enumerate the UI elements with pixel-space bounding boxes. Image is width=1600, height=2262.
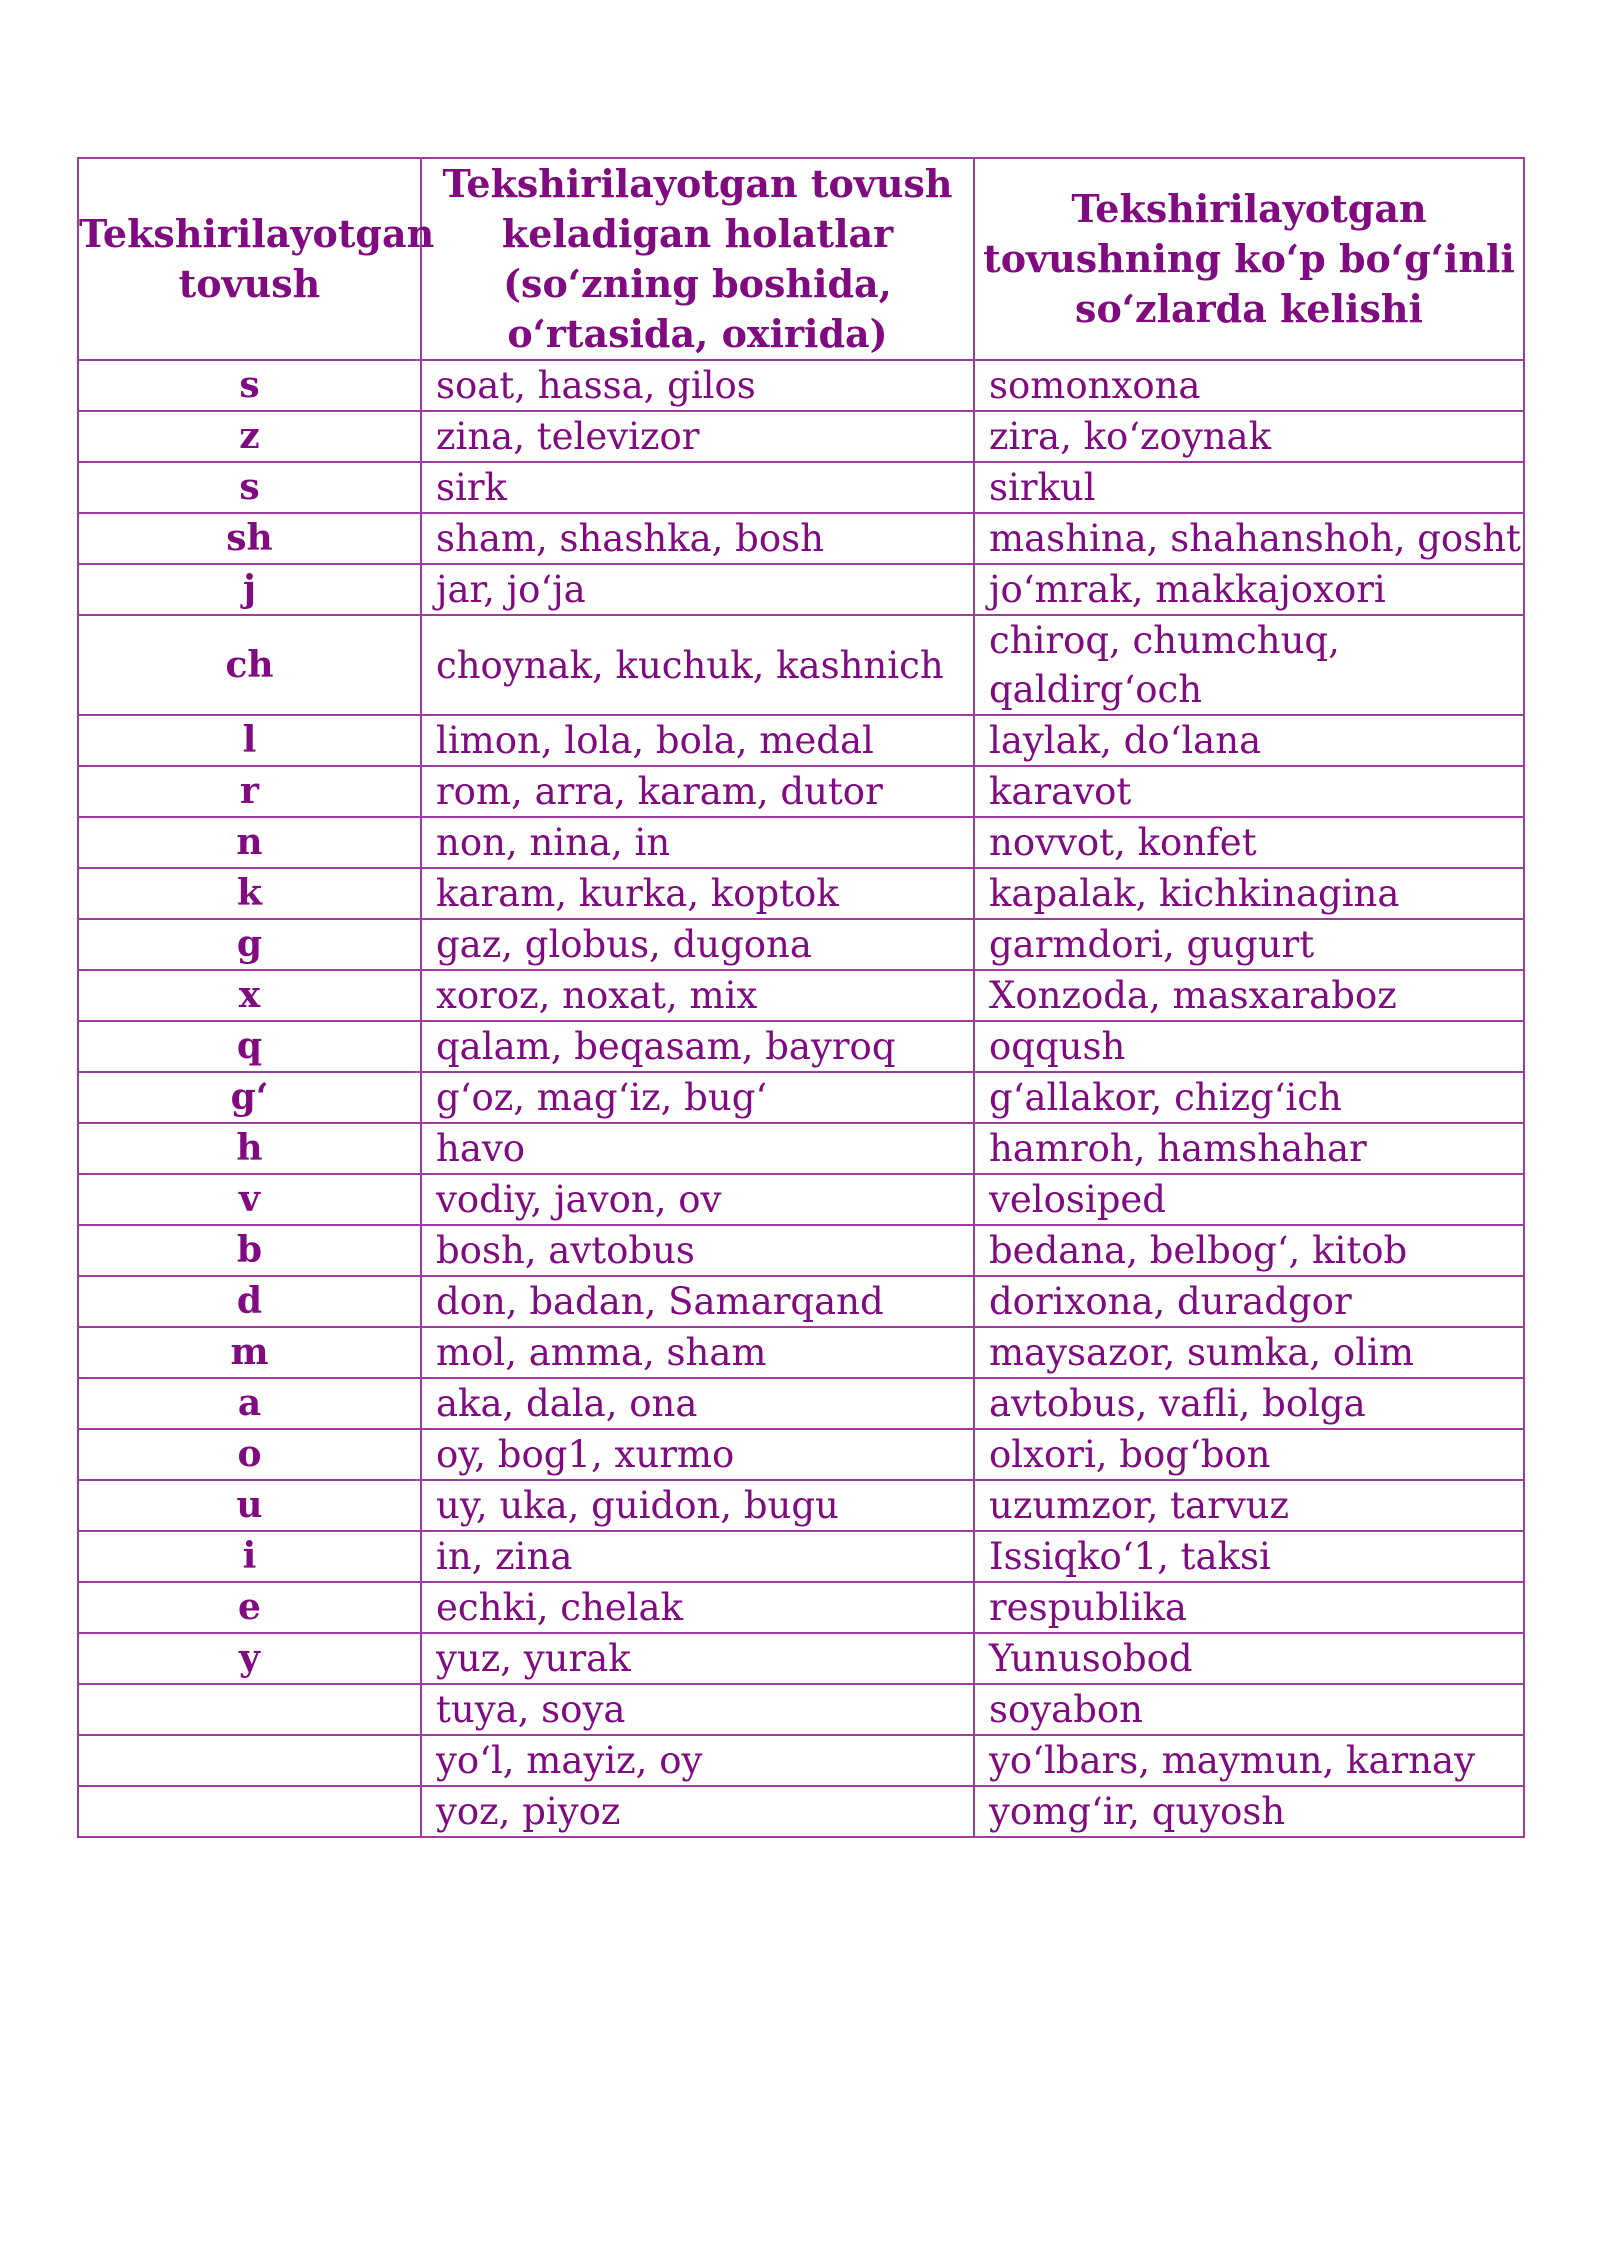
table-row	[78, 1072, 1524, 1123]
sound-cell: n	[78, 817, 421, 868]
sound-cell: g‘	[78, 1072, 421, 1123]
sound-cell: sh	[78, 513, 421, 564]
table-row	[78, 411, 1524, 462]
positions-cell: zina, televizor	[421, 411, 974, 462]
positions-cell: bosh, avtobus	[421, 1225, 974, 1276]
table-row	[78, 1021, 1524, 1072]
positions-cell: sham, shashka, bosh	[421, 513, 974, 564]
sound-table	[77, 157, 1525, 1838]
table-row	[78, 1633, 1524, 1684]
multisyllable-cell: Yunusobod	[974, 1633, 1524, 1684]
table-header	[78, 158, 1524, 360]
multisyllable-cell: karavot	[974, 766, 1524, 817]
positions-cell: qalam, beqasam, bayroq	[421, 1021, 974, 1072]
sound-cell: r	[78, 766, 421, 817]
table-body	[78, 360, 1524, 1837]
multisyllable-cell: yomg‘ir, quyosh	[974, 1786, 1524, 1837]
header-positions: Tekshirilayotgan tovush keladigan holatlar (so‘zning boshida, o‘rtasida, oxirida)	[421, 158, 974, 360]
sound-cell: v	[78, 1174, 421, 1225]
positions-cell: oy, bog1, xurmo	[421, 1429, 974, 1480]
multisyllable-cell: sirkul	[974, 462, 1524, 513]
sound-cell: h	[78, 1123, 421, 1174]
positions-cell: karam, kurka, koptok	[421, 868, 974, 919]
positions-cell: non, nina, in	[421, 817, 974, 868]
multisyllable-cell: somonxona	[974, 360, 1524, 411]
table-row	[78, 817, 1524, 868]
sound-cell: j	[78, 564, 421, 615]
table-row	[78, 615, 1524, 715]
sound-cell: m	[78, 1327, 421, 1378]
positions-cell: yo‘l, mayiz, oy	[421, 1735, 974, 1786]
positions-cell: havo	[421, 1123, 974, 1174]
sound-cell: x	[78, 970, 421, 1021]
multisyllable-cell: garmdori, gugurt	[974, 919, 1524, 970]
multisyllable-cell: soyabon	[974, 1684, 1524, 1735]
sound-cell: l	[78, 715, 421, 766]
positions-cell: g‘oz, mag‘iz, bug‘	[421, 1072, 974, 1123]
table-row	[78, 919, 1524, 970]
positions-cell: uy, uka, guidon, bugu	[421, 1480, 974, 1531]
sound-cell: e	[78, 1582, 421, 1633]
sound-cell: g	[78, 919, 421, 970]
sound-cell	[78, 1684, 421, 1735]
table-row	[78, 1276, 1524, 1327]
sound-cell: i	[78, 1531, 421, 1582]
multisyllable-cell: zira, ko‘zoynak	[974, 411, 1524, 462]
multisyllable-cell: Xonzoda, masxaraboz	[974, 970, 1524, 1021]
positions-cell: tuya, soya	[421, 1684, 974, 1735]
positions-cell: yoz, piyoz	[421, 1786, 974, 1837]
multisyllable-cell: oqqush	[974, 1021, 1524, 1072]
table-row	[78, 1786, 1524, 1837]
table-row	[78, 1480, 1524, 1531]
table-row	[78, 1684, 1524, 1735]
sound-cell: o	[78, 1429, 421, 1480]
sound-cell: s	[78, 360, 421, 411]
positions-cell: xoroz, noxat, mix	[421, 970, 974, 1021]
table-row	[78, 462, 1524, 513]
multisyllable-cell: bedana, belbog‘, kitob	[974, 1225, 1524, 1276]
multisyllable-cell: novvot, konfet	[974, 817, 1524, 868]
positions-cell: vodiy, javon, ov	[421, 1174, 974, 1225]
multisyllable-cell: uzumzor, tarvuz	[974, 1480, 1524, 1531]
multisyllable-cell: jo‘mrak, makkajoxori	[974, 564, 1524, 615]
positions-cell: choynak, kuchuk, kashnich	[421, 615, 974, 715]
table-row	[78, 1378, 1524, 1429]
table-row	[78, 1174, 1524, 1225]
table-row	[78, 1735, 1524, 1786]
positions-cell: soat, hassa, gilos	[421, 360, 974, 411]
positions-cell: jar, jo‘ja	[421, 564, 974, 615]
table-row	[78, 766, 1524, 817]
header-multisyllable: Tekshirilayotgan tovushning ko‘p bo‘g‘inli so‘zlarda kelishi	[974, 158, 1524, 360]
multisyllable-cell: mashina, shahanshoh, gosht	[974, 513, 1524, 564]
sound-cell: y	[78, 1633, 421, 1684]
positions-cell: mol, amma, sham	[421, 1327, 974, 1378]
sound-cell: a	[78, 1378, 421, 1429]
multisyllable-cell: Issiqko‘1, taksi	[974, 1531, 1524, 1582]
table-row	[78, 360, 1524, 411]
table-row	[78, 564, 1524, 615]
header-row	[78, 158, 1524, 360]
multisyllable-cell: yo‘lbars, maymun, karnay	[974, 1735, 1524, 1786]
multisyllable-cell: chiroq, chumchuq, qaldirg‘och	[974, 615, 1524, 715]
sound-cell: z	[78, 411, 421, 462]
positions-cell: rom, arra, karam, dutor	[421, 766, 974, 817]
sound-cell: k	[78, 868, 421, 919]
sound-cell	[78, 1786, 421, 1837]
positions-cell: limon, lola, bola, medal	[421, 715, 974, 766]
multisyllable-cell: hamroh, hamshahar	[974, 1123, 1524, 1174]
table-row	[78, 1582, 1524, 1633]
table-row	[78, 1225, 1524, 1276]
positions-cell: don, badan, Samarqand	[421, 1276, 974, 1327]
table-row	[78, 868, 1524, 919]
sound-cell: b	[78, 1225, 421, 1276]
positions-cell: aka, dala, ona	[421, 1378, 974, 1429]
table-row	[78, 1123, 1524, 1174]
sound-cell: ch	[78, 615, 421, 715]
table-row	[78, 513, 1524, 564]
multisyllable-cell: olxori, bog‘bon	[974, 1429, 1524, 1480]
table-row	[78, 1327, 1524, 1378]
table-row	[78, 1429, 1524, 1480]
table-row	[78, 970, 1524, 1021]
positions-cell: in, zina	[421, 1531, 974, 1582]
multisyllable-cell: g‘allakor, chizg‘ich	[974, 1072, 1524, 1123]
positions-cell: sirk	[421, 462, 974, 513]
header-sound: Tekshirilayotgan tovush	[78, 158, 421, 360]
table-row	[78, 715, 1524, 766]
sound-cell	[78, 1735, 421, 1786]
sound-cell: u	[78, 1480, 421, 1531]
table-row	[78, 1531, 1524, 1582]
multisyllable-cell: dorixona, duradgor	[974, 1276, 1524, 1327]
multisyllable-cell: respublika	[974, 1582, 1524, 1633]
positions-cell: gaz, globus, dugona	[421, 919, 974, 970]
multisyllable-cell: maysazor, sumka, olim	[974, 1327, 1524, 1378]
sound-cell: s	[78, 462, 421, 513]
positions-cell: yuz, yurak	[421, 1633, 974, 1684]
multisyllable-cell: velosiped	[974, 1174, 1524, 1225]
sound-cell: d	[78, 1276, 421, 1327]
multisyllable-cell: avtobus, vafli, bolga	[974, 1378, 1524, 1429]
multisyllable-cell: laylak, do‘lana	[974, 715, 1524, 766]
positions-cell: echki, chelak	[421, 1582, 974, 1633]
sound-cell: q	[78, 1021, 421, 1072]
multisyllable-cell: kapalak, kichkinagina	[974, 868, 1524, 919]
